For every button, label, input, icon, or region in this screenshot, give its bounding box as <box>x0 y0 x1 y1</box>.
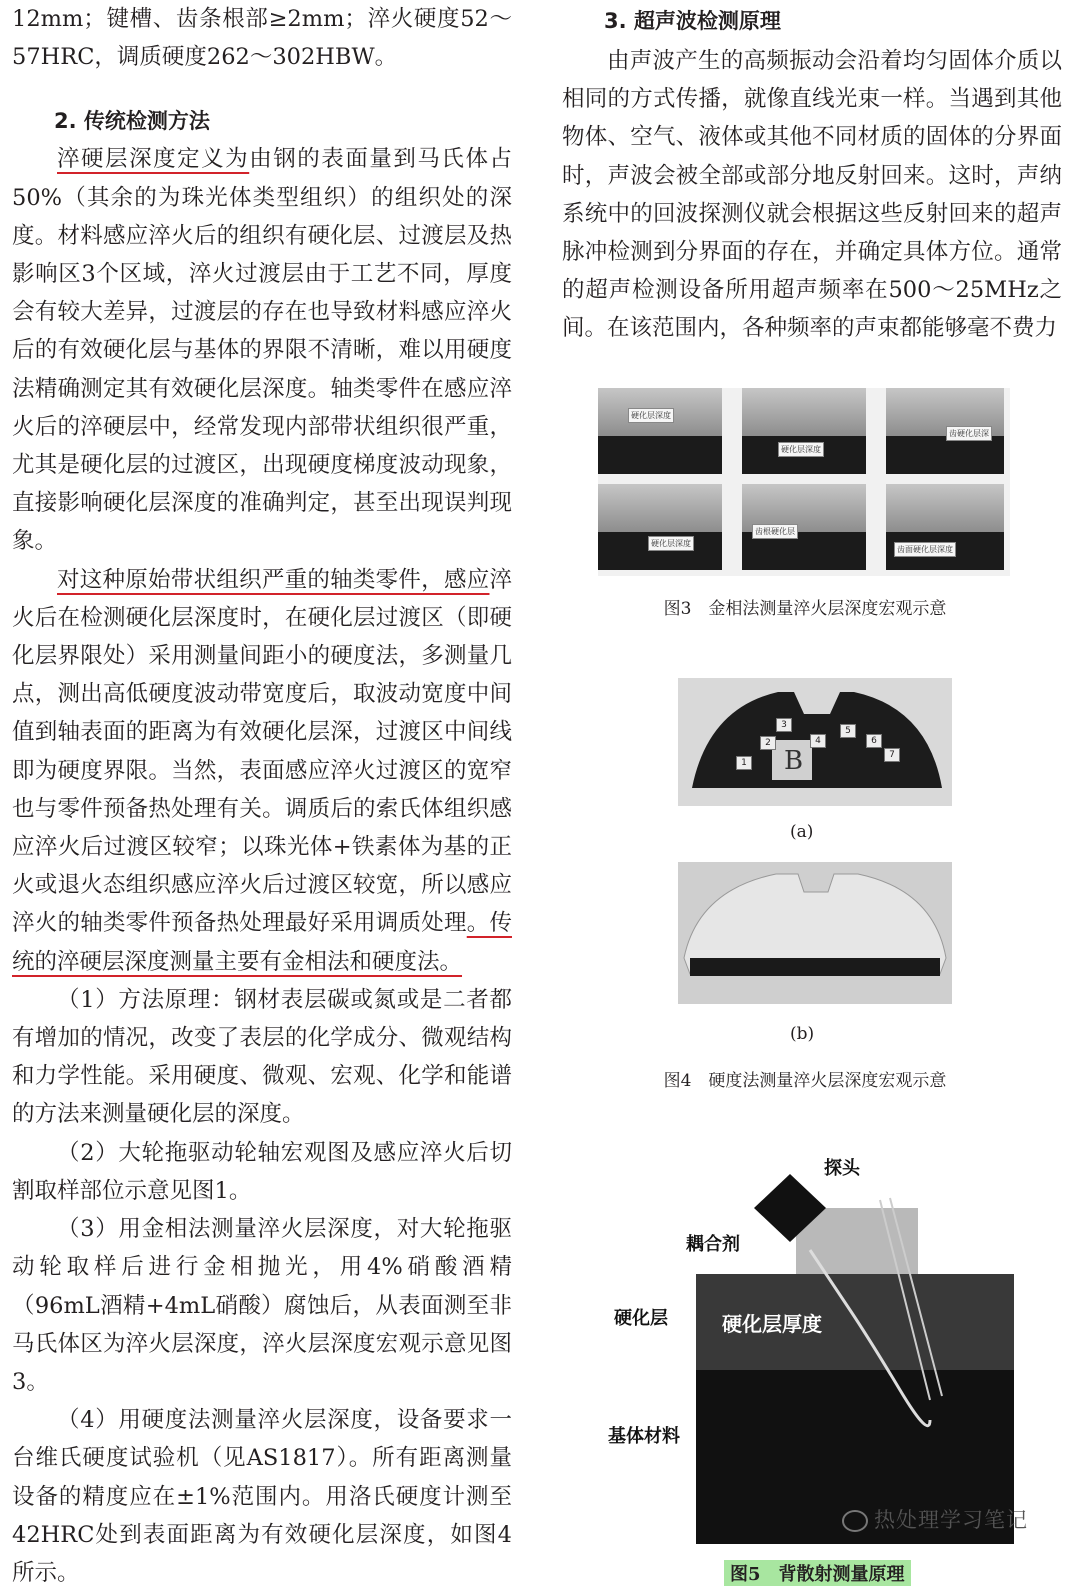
underline-methods: 。传统的淬硬层深度测量主要有金相法和硬度法。 <box>12 910 512 975</box>
figure-4a-label: (a) <box>790 822 814 842</box>
figure-4b-label: (b) <box>790 1024 815 1044</box>
paragraph-principle: （1）方法原理：钢材表层碳或氮或是二者都有增加的情况，改变了表层的化学成分、微观结构和力学性能。采用硬度、微观、宏观、化学和能谱的方法来测量硬化层的深度。 <box>12 986 512 1128</box>
section-heading-ultrasonic: 3. 超声波检测原理 <box>604 9 781 33</box>
figure-4b-photo <box>678 862 952 1004</box>
paragraph-definition: 淬硬层深度定义为由钢的表面量到马氏体占50%（其余的为珠光体类型组织）的组织处的深度。材料感应淬火后的组织有硬化层、过渡层及热影响区3个区域，淬火过渡层由于工艺不同，厚度会有较大差异，过渡层的存在也导致材料感应淬火后的有效硬化层与基体的界限不清晰，难以用硬度法精确测定其有效硬化层深度。轴类零件在感应淬火后的淬硬层中，经常发现内部带状组织很严重，尤其是硬化层的过渡区，出现硬度梯度波动现象，直接影响硬化层深度的准确判定，甚至出现误判现象。 <box>12 146 512 555</box>
fig5-probe-label: 探头 <box>824 1158 860 1179</box>
paragraph-intro: 12mm；键槽、齿条根部≥2mm；淬火硬度52～57HRC，调质硬度262～302HBW。 <box>12 6 512 71</box>
fig3-sample-2: 硬化层深度 <box>742 388 866 474</box>
right-column <box>562 0 1062 348</box>
underline-definition: 淬硬层深度定义为 <box>57 146 250 173</box>
fig3-sample-5: 齿根硬化层 <box>742 484 866 570</box>
fig3-sample-4: 硬化层深度 <box>598 484 722 570</box>
underline-banded: 对这种原始带状组织严重的轴类零件，感应 <box>57 566 490 593</box>
fig3-sample-6: 齿面硬化层深度 <box>886 484 1004 570</box>
fig3-sample-3: 齿硬化层深 <box>886 388 1004 474</box>
fig3-sample-1: 硬化层深度 <box>598 388 722 474</box>
paragraph-ultrasonic: 由声波产生的高频振动会沿着均匀固体介质以相同的方式传播，就像直线光束一样。当遇到其他物体、空气、液体或其他不同材质的固体的分界面时，声波会被全部或部分地反射回来。这时，声纳系统中的回波探测仪就会根据这些反射回来的超声脉冲检测到分界面的存在，并确定具体方位。通常的超声检测设备所用超声频率在500～25MHz之间。在该范围内，各种频率的声束都能够毫不费力 <box>562 48 1062 342</box>
fig5-base-label: 基体材料 <box>608 1426 680 1447</box>
figure-4-caption: 图4 硬度法测量淬火层深度宏观示意 <box>663 1071 947 1091</box>
wechat-icon <box>842 1510 868 1532</box>
fig5-couplant-label: 耦合剂 <box>686 1234 740 1255</box>
fig4a-letter: B <box>784 746 804 776</box>
watermark: 热处理学习笔记 <box>842 1504 1028 1534</box>
paragraph-hardness: （4）用硬度法测量淬火层深度，设备要求一台维氏硬度试验机（见AS1817）。所有距离测量设备的精度应在±1%范围内。用洛氏硬度计测至42HRC处到表面距离为有效硬化层深度，如图4所示。 <box>12 1407 512 1586</box>
figure-5-caption: 图5 背散射测量原理 <box>724 1560 911 1586</box>
section-heading-traditional: 2. 传统检测方法 <box>54 109 210 134</box>
paragraph-banded: 对这种原始带状组织严重的轴类零件，感应淬火后在检测硬化层深度时，在硬化层过渡区（即硬化层界限处）采用测量间距小的硬度法，多测量几点，测出高低硬度波动带宽度后，取波动宽度中间值到轴表面的距离为有效硬化层深，过渡区中间线即为硬度界限。当然，表面感应淬火过渡区的宽窄也与零件预备热处理有关。调质后的索氏体组织感应淬火后过渡区较窄；以珠光体+铁素体为基的正火或退火态组织感应淬火后过渡区较宽，所以感应淬火的轴类零件预备热处理最好采用调质处理。传统的淬硬层深度测量主要有金相法和硬度法。 <box>12 566 512 975</box>
fig5-hardened-label: 硬化层 <box>614 1308 668 1329</box>
figure-3-caption: 图3 金相法测量淬火层深度宏观示意 <box>663 599 947 619</box>
fig5-depth-label: 硬化层厚度 <box>722 1312 822 1336</box>
figure-5-diagram <box>600 1140 1030 1560</box>
paragraph-fig1-ref: （2）大轮拖驱动轮轴宏观图及感应淬火后切割取样部位示意见图1。 <box>12 1139 512 1204</box>
figure-4a-photo: 1 2 3 4 5 6 7 B <box>678 678 952 806</box>
left-column <box>12 0 512 1592</box>
paragraph-metallographic: （3）用金相法测量淬火层深度，对大轮拖驱动轮取样后进行金相抛光，用4%硝酸酒精（96mL酒精+4mL硝酸）腐蚀后，从表面测至非马氏体区为淬火层深度，淬火层深度宏观示意见图3。 <box>12 1216 512 1395</box>
figure-3-photo-grid <box>598 388 1010 576</box>
